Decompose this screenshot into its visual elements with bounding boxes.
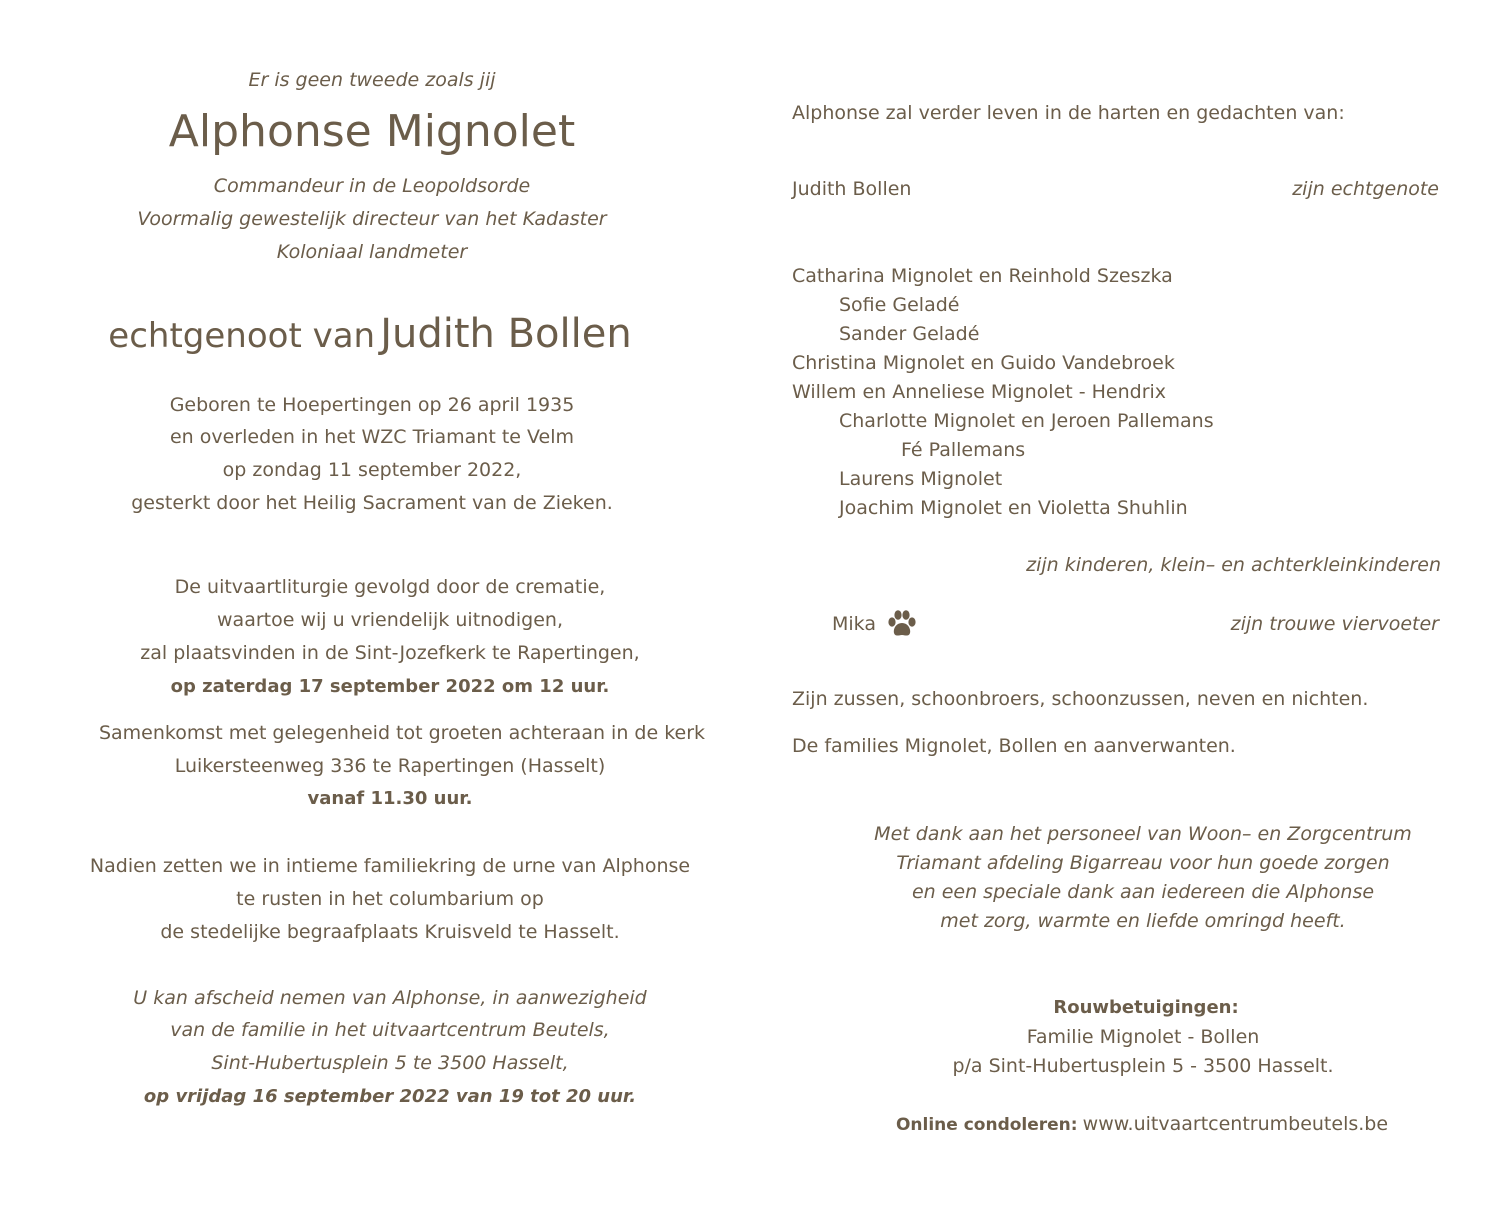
farewell-line: Sint-Hubertusplein 5 te 3500 Hasselt, xyxy=(211,1052,569,1074)
funeral-line: De uitvaartliturgie gevolgd door de crematie, xyxy=(174,576,606,598)
urn-line: Nadien zetten we in intieme familiekring de urne van Alphonse xyxy=(89,855,691,877)
condolences-line: p/a Sint-Hubertusplein 5 - 3500 Hasselt. xyxy=(952,1055,1334,1077)
urn-line: te rusten in het columbarium op xyxy=(236,888,544,910)
families-line: De families Mignolet, Bollen en aanverwanten. xyxy=(792,735,1236,757)
children-relation: zijn kinderen, klein– en achterkleinkinderen xyxy=(1026,554,1441,576)
birth-line: op zondag 11 september 2022, xyxy=(222,459,522,481)
thanks-line: Triamant afdeling Bigarreau voor hun goede zorgen xyxy=(896,852,1390,874)
online-condolences xyxy=(896,1115,1388,1134)
paw-icon xyxy=(886,609,918,639)
farewell-line: van de familie in het uitvaartcentrum Beutels, xyxy=(170,1019,610,1041)
family-member: Sander Geladé xyxy=(839,323,980,345)
condolences-label: Rouwbetuigingen: xyxy=(1053,997,1239,1018)
birth-line: Geboren te Hoepertingen op 26 april 1935 xyxy=(169,394,575,416)
funeral-line: waartoe wij u vriendelijk uitnodigen, xyxy=(217,609,563,631)
thanks-line: en een speciale dank aan iedereen die Alphonse xyxy=(911,881,1375,903)
family-member: Charlotte Mignolet en Jeroen Pallemans xyxy=(839,410,1214,432)
thanks-line: Met dank aan het personeel van Woon– en Zorgcentrum xyxy=(874,823,1412,845)
birth-line: en overleden in het WZC Triamant te Velm xyxy=(169,426,575,448)
deceased-name: Alphonse Mignolet xyxy=(168,106,576,157)
meeting-time: vanaf 11.30 uur. xyxy=(307,788,473,809)
family-member: Joachim Mignolet en Violetta Shuhlin xyxy=(839,497,1188,519)
spouse-relation: zijn echtgenote xyxy=(1292,178,1439,200)
family-member: Laurens Mignolet xyxy=(839,468,1003,490)
birth-line: gesterkt door het Heilig Sacrament van de Zieken. xyxy=(131,492,613,514)
spouse-line xyxy=(108,311,632,357)
title-line: Koloniaal landmeter xyxy=(276,241,468,263)
thanks-line: met zorg, warmte en liefde omringd heeft. xyxy=(940,910,1346,932)
pet-relation: zijn trouwe viervoeter xyxy=(1230,613,1439,635)
family-member: Fé Pallemans xyxy=(901,439,1026,461)
motto: Er is geen tweede zoals jij xyxy=(248,69,496,91)
condolences-line: Familie Mignolet - Bollen xyxy=(1026,1026,1260,1048)
urn-line: de stedelijke begraafplaats Kruisveld te Hasselt. xyxy=(160,921,620,943)
title-line: Commandeur in de Leopoldsorde xyxy=(213,175,531,197)
pet-name: Mika xyxy=(832,613,876,635)
title-line: Voormalig gewestelijk directeur van het Kadaster xyxy=(137,208,607,230)
spouse-prefix: echtgenoot van xyxy=(108,316,376,356)
online-url[interactable]: www.uitvaartcentrumbeutels.be xyxy=(1082,1113,1389,1135)
farewell-date: op vrijdag 16 september 2022 van 19 tot 20 uur. xyxy=(143,1086,637,1107)
online-label: Online condoleren: xyxy=(895,1115,1078,1135)
funeral-date: op zaterdag 17 september 2022 om 12 uur. xyxy=(170,676,610,697)
funeral-line: zal plaatsvinden in de Sint-Jozefkerk te Rapertingen, xyxy=(140,642,640,664)
meeting-line: Samenkomst met gelegenheid tot groeten achteraan in de kerk xyxy=(98,722,706,744)
meeting-line: Luikersteenweg 336 te Rapertingen (Hasselt) xyxy=(174,755,606,777)
siblings-line: Zijn zussen, schoonbroers, schoonzussen, neven en nichten. xyxy=(792,688,1369,710)
farewell-line: U kan afscheid nemen van Alphonse, in aanwezigheid xyxy=(133,987,647,1009)
family-member: Willem en Anneliese Mignolet - Hendrix xyxy=(792,381,1167,403)
spouse-name: Judith Bollen xyxy=(380,311,632,357)
family-member: Christina Mignolet en Guido Vandebroek xyxy=(792,352,1175,374)
intro-line: Alphonse zal verder leven in de harten en gedachten van: xyxy=(792,102,1345,124)
spouse-name-right: Judith Bollen xyxy=(792,178,912,200)
family-member: Catharina Mignolet en Reinhold Szeszka xyxy=(792,265,1173,287)
family-member: Sofie Geladé xyxy=(839,294,960,316)
